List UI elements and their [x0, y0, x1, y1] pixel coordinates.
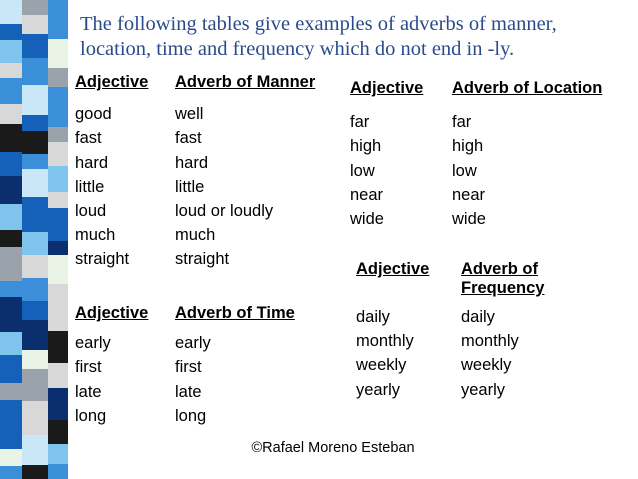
mosaic-tile — [0, 297, 22, 332]
table-row — [75, 175, 345, 199]
adjective-cell: hard — [75, 153, 109, 172]
mosaic-tile — [0, 176, 22, 204]
header-adverb-of-manner: Adverb of Manner — [175, 73, 316, 91]
header-adverb-of-location: Adverb of Location — [452, 79, 603, 97]
table-row — [75, 355, 345, 379]
table-row — [356, 329, 626, 353]
mosaic-tile — [22, 169, 48, 197]
copyright-footer: ©Rafael Moreno Esteban — [251, 440, 415, 456]
mosaic-tile — [0, 152, 22, 176]
table-row — [350, 134, 630, 158]
table-row — [350, 159, 630, 183]
mosaic-tile — [0, 204, 22, 230]
adverb-cell: low — [452, 161, 477, 180]
adverb-cell: long — [175, 406, 207, 425]
mosaic-tile — [22, 301, 48, 320]
table-row — [356, 353, 626, 377]
adjective-cell: straight — [75, 250, 130, 269]
adverb-cell: fast — [175, 129, 202, 148]
adjective-cell: near — [350, 185, 384, 204]
adverb-cell: hard — [175, 153, 209, 172]
slide-title — [80, 12, 625, 62]
mosaic-tile — [0, 247, 22, 281]
table-row — [75, 223, 345, 247]
mosaic-tile — [48, 348, 68, 363]
mosaic-tile — [22, 197, 48, 232]
location-table — [350, 76, 630, 231]
adverb-cell: straight — [175, 250, 230, 269]
mosaic-tile — [22, 232, 48, 255]
header-adjective: Adjective — [356, 260, 430, 278]
mosaic-tile — [22, 15, 48, 34]
table-header-row — [356, 257, 626, 305]
adjective-cell: early — [75, 334, 111, 353]
mosaic-tile — [48, 363, 68, 388]
adjective-cell: monthly — [356, 332, 414, 351]
header-adverb-of-frequency: Adverb of Frequency — [461, 260, 545, 297]
table-row — [75, 102, 345, 126]
adverb-cell: near — [452, 185, 486, 204]
adjective-cell: first — [75, 358, 102, 377]
mosaic-tile — [0, 24, 22, 40]
mosaic-tile — [0, 230, 22, 247]
table-header-row — [75, 70, 345, 94]
adverb-cell: much — [175, 226, 216, 245]
adjective-cell: long — [75, 406, 107, 425]
adverb-cell: weekly — [461, 356, 512, 375]
manner-table — [75, 70, 345, 272]
mosaic-tile — [22, 115, 48, 131]
mosaic-tile — [22, 350, 48, 369]
time-table — [75, 301, 345, 428]
adverb-cell: little — [175, 177, 205, 196]
adjective-cell: weekly — [356, 356, 407, 375]
mosaic-tile — [0, 466, 22, 479]
mosaic-tile — [22, 255, 48, 278]
table-row — [75, 199, 345, 223]
mosaic-tile — [48, 166, 68, 192]
table-row — [75, 380, 345, 404]
mosaic-tile — [0, 104, 22, 124]
mosaic-tile — [0, 400, 22, 423]
title-line-1: The following tables give examples of adverbs of manner, — [80, 13, 557, 35]
table-row — [350, 110, 630, 134]
adverb-cell: monthly — [461, 332, 519, 351]
mosaic-tile — [22, 369, 48, 401]
mosaic-tile — [0, 63, 22, 78]
mosaic-tile — [22, 34, 48, 58]
table-row — [75, 126, 345, 150]
table-row — [356, 305, 626, 329]
frequency-table — [356, 257, 626, 402]
mosaic-tile — [0, 355, 22, 383]
mosaic-tile — [22, 465, 48, 479]
mosaic-tile — [22, 320, 48, 350]
mosaic-tile — [22, 401, 48, 435]
table-row — [356, 378, 626, 402]
adverb-cell: loud or loudly — [175, 201, 274, 220]
adjective-cell: far — [350, 113, 370, 132]
mosaic-tile — [48, 208, 68, 241]
mosaic-tile — [48, 127, 68, 142]
mosaic-tile — [0, 383, 22, 400]
mosaic-tile — [48, 0, 68, 21]
adjective-cell: low — [350, 161, 375, 180]
table-row — [75, 404, 345, 428]
mosaic-tile — [0, 332, 22, 355]
mosaic-tile — [48, 241, 68, 255]
mosaic-tile — [48, 255, 68, 284]
header-adjective: Adjective — [75, 73, 149, 91]
mosaic-tile — [22, 0, 48, 15]
mosaic-tile — [22, 58, 48, 85]
mosaic-tile — [48, 331, 68, 348]
adjective-cell: late — [75, 382, 102, 401]
table-row — [75, 151, 345, 175]
adjective-cell: loud — [75, 201, 107, 220]
adjective-cell: little — [75, 177, 105, 196]
mosaic-tile — [48, 68, 68, 87]
table-row — [75, 247, 345, 271]
adverb-cell: far — [452, 113, 472, 132]
adjective-cell: high — [350, 137, 382, 156]
table-row — [75, 331, 345, 355]
mosaic-tile — [48, 192, 68, 208]
mosaic-tile — [22, 154, 48, 169]
mosaic-tile — [0, 0, 22, 24]
adverb-cell: wide — [452, 209, 486, 228]
mosaic-tile — [0, 78, 22, 104]
header-adverb-of-time: Adverb of Time — [175, 304, 295, 322]
title-line-2: location, time and frequency which do not end in -ly. — [80, 38, 515, 60]
adverb-cell: daily — [461, 308, 495, 326]
mosaic-tile — [22, 278, 48, 301]
adjective-cell: fast — [75, 129, 102, 148]
mosaic-tile — [0, 124, 22, 152]
mosaic-tile — [48, 142, 68, 166]
decorative-mosaic-strip — [0, 0, 68, 479]
table-row — [350, 207, 630, 231]
table-header-row — [350, 76, 630, 100]
adverb-cell: early — [175, 334, 211, 353]
mosaic-tile — [48, 464, 68, 479]
mosaic-tile — [48, 87, 68, 101]
adjective-cell: yearly — [356, 380, 401, 399]
adverb-cell: late — [175, 382, 202, 401]
mosaic-tile — [22, 85, 48, 115]
mosaic-tile — [48, 39, 68, 68]
header-adjective: Adjective — [350, 79, 424, 97]
mosaic-tile — [48, 388, 68, 420]
adjective-cell: daily — [356, 308, 390, 326]
adverb-cell: first — [175, 358, 202, 377]
header-adjective: Adjective — [75, 304, 149, 322]
table-row — [350, 183, 630, 207]
mosaic-tile — [48, 101, 68, 127]
adverb-cell: yearly — [461, 380, 506, 399]
mosaic-tile — [0, 40, 22, 63]
adjective-cell: much — [75, 226, 116, 245]
adverb-cell: high — [452, 137, 484, 156]
adverb-cell: well — [175, 105, 204, 124]
mosaic-tile — [0, 281, 22, 297]
table-header-row — [75, 301, 345, 325]
mosaic-tile — [22, 131, 48, 154]
adjective-cell: wide — [350, 209, 384, 228]
mosaic-tile — [48, 284, 68, 312]
mosaic-tile — [48, 21, 68, 39]
adjective-cell: good — [75, 105, 112, 124]
mosaic-tile — [48, 312, 68, 331]
